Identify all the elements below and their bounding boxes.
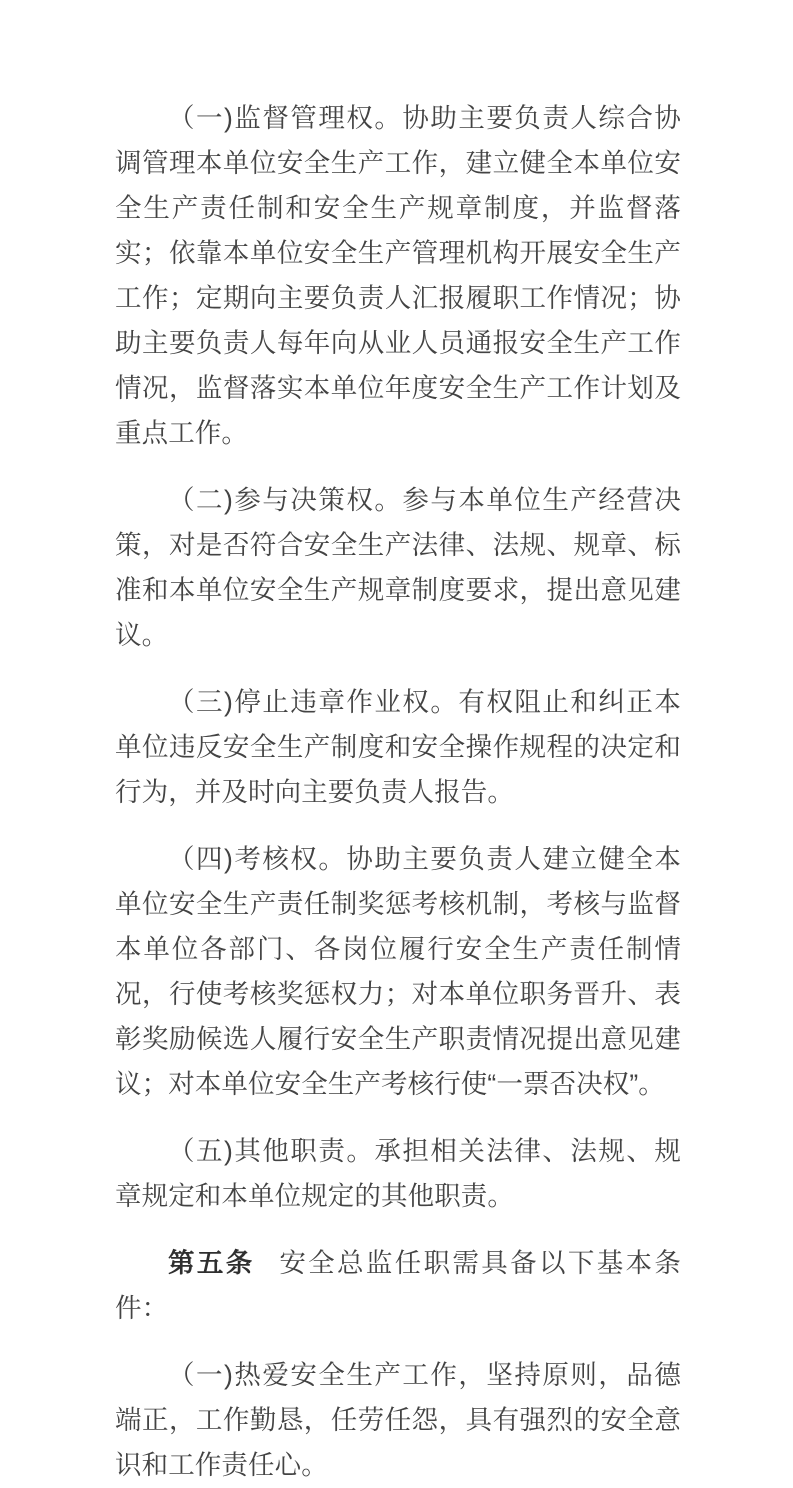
paragraph-item-2-decision-participation: （二)参与决策权。参与本单位生产经营决策，对是否符合安全生产法律、法规、规章、标准和本单位安全生产规章制度要求，提出意见建议。	[115, 485, 681, 650]
paragraph-article-five-heading	[115, 1241, 681, 1331]
paragraph-item-4-assessment-authority: （四)考核权。协助主要负责人建立健全本单位安全生产责任制奖惩考核机制，考核与监督本单位各部门、各岗位履行安全生产责任制情况，行使考核奖惩权力；对本单位职务晋升、表彰奖励候选人履行安全生产职责情况提出意见建议；对本单位安全生产考核行使“一票否决权”。	[115, 844, 681, 1099]
paragraph-item-3-stop-violation: （三)停止违章作业权。有权阻止和纠正本单位违反安全生产制度和安全操作规程的决定和行为，并及时向主要负责人报告。	[115, 687, 681, 807]
document-text-column	[115, 96, 681, 1488]
article-number-label: 第五条	[168, 1248, 255, 1278]
paragraph-item-1-supervision-authority: （一)监督管理权。协助主要负责人综合协调管理本单位安全生产工作，建立健全本单位安全生产责任制和安全生产规章制度，并监督落实；依靠本单位安全生产管理机构开展安全生产工作；定期向主要负责人汇报履职工作情况；协助主要负责人每年向从业人员通报安全生产工作情况，监督落实本单位年度安全生产工作计划及重点工作。	[115, 103, 681, 448]
paragraph-condition-1-dedication: （一)热爱安全生产工作，坚持原则，品德端正，工作勤恳，任劳任怨，具有强烈的安全意识和工作责任心。	[115, 1360, 681, 1480]
paragraph-item-5-other-duties: （五)其他职责。承担相关法律、法规、规章规定和本单位规定的其他职责。	[115, 1136, 681, 1211]
article-heading-text: 安全总监任职需具备以下基本条件：	[115, 1248, 681, 1323]
